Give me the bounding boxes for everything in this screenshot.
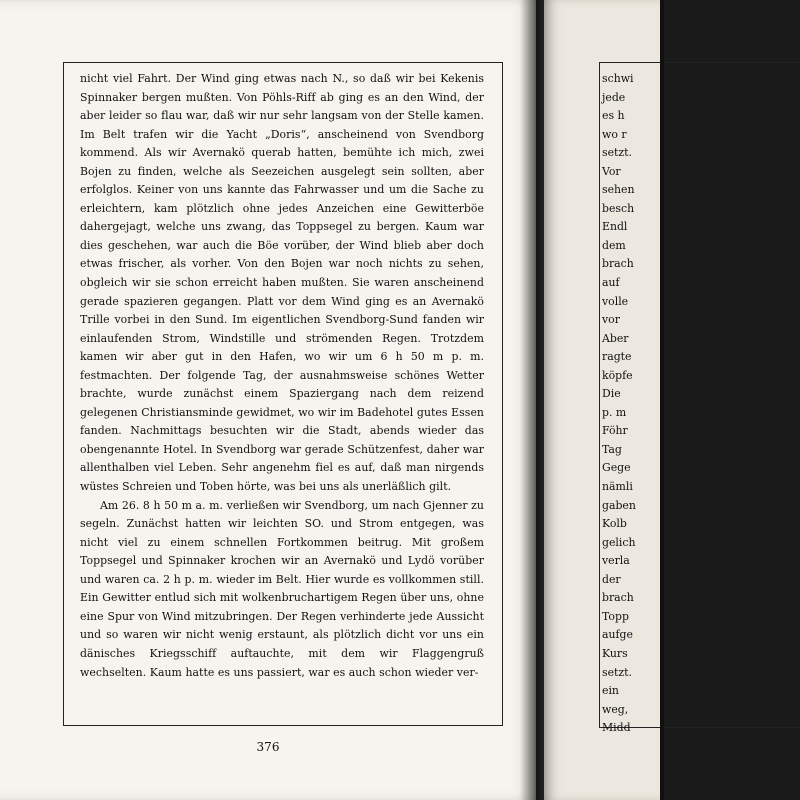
facing-page-line: setzt. (602, 665, 632, 679)
facing-page-line: wo r (602, 127, 627, 141)
facing-page-line: Die (602, 387, 621, 401)
facing-page-line: Vor (602, 164, 621, 178)
facing-page-line: es h (602, 109, 625, 123)
page-edge (660, 0, 664, 800)
facing-page-line: weg, (602, 702, 629, 716)
facing-page-line: nämli (602, 480, 633, 494)
facing-page-line: köpfe (602, 368, 633, 382)
facing-page-line: Endl (602, 220, 628, 234)
facing-page-line: Kurs (602, 646, 628, 660)
facing-page-line: gaben (602, 498, 636, 512)
facing-page-line: Tag (602, 442, 622, 456)
facing-page (544, 0, 664, 800)
facing-page-line: gelich (602, 535, 636, 549)
facing-page-line: sehen (602, 183, 635, 197)
facing-page-line: Aber (602, 331, 629, 345)
book-gutter-shadow (520, 0, 544, 800)
facing-page-line: auf (602, 276, 620, 290)
facing-page-line: setzt. (602, 146, 632, 160)
facing-page-line: schwi (602, 72, 634, 85)
facing-page-line: brach (602, 591, 634, 605)
facing-page-line: verla (602, 554, 630, 568)
facing-page-line: vor (602, 313, 620, 327)
facing-page-line: dem (602, 238, 626, 252)
facing-page-line: volle (602, 294, 629, 308)
facing-page-line: der (602, 572, 621, 586)
facing-page-line: Gege (602, 461, 631, 475)
facing-page-line: brach (602, 257, 634, 271)
facing-page-line: Kolb (602, 517, 627, 531)
facing-page-line: ragte (602, 350, 632, 364)
page-body-text (80, 70, 484, 682)
facing-page-line: jede (602, 90, 626, 104)
facing-page-line: aufge (602, 628, 633, 642)
facing-page-line: besch (602, 201, 635, 215)
page-number: 376 (256, 740, 280, 754)
paragraph-1: nicht viel Fahrt. Der Wind ging etwas nach N., so daß wir bei Kekenis Spinnaker bergen mußten. Von Pöhls-Riff ab ging es an den Wind, der aber leider so flau war, daß wir nur sehr langsam von der Stelle kamen. Im Belt trafen wir die Yacht „Doris“, anscheinend von Svendborg kommend. Als wir Avernakö querab hatten, bemühte ich mich, zwei Bojen zu finden, welche als Seezeichen ausgelegt sein sollten, aber erfolglos. Keiner von uns kannte das Fahrwasser und um die Sache zu erleichtern, kam plötzlich ohne jedes Anzeichen eine Gewitterböe dahergejagt, welche uns zwang, das Toppsegel zu bergen. Kaum war dies geschehen, war auch die Böe vorüber, der Wind blieb aber doch etwas frischer, als vorher. Von den Bojen war noch nichts zu sehen, obgleich wir sie schon erreicht haben mußten. Sie waren anscheinend gerade spazieren gegangen. Platt vor dem Wind ging es an Avernakö Trille vorbei in den Sund. Im eigentlichen Svendborg-Sund fanden wir einlaufenden Strom, Windstille und strömenden Regen. Trotzdem kamen wir aber gut in den Hafen, wo wir um 6 h 50 m p. m. festmachten. Der folgende Tag, der ausnahmsweise schönes Wetter brachte, wurde zunächst einem Spaziergang nach dem reizend gelegenen Christiansminde gewidmet, wo wir im Badehotel gutes Essen fanden. Nachmittags besuchten wir die Stadt, abends wieder das obengenannte Hotel. In Svendborg war gerade Schützenfest, daher war allenthalben viel Leben. Sehr angenehm fiel es auf, daß man nirgends wüstes Schreien und Toben hörte, was bei uns als unerläßlich gilt. (80, 72, 484, 494)
facing-page-line: ein (602, 684, 619, 698)
facing-page-line: p. m (602, 405, 627, 419)
facing-page-line: Midd (602, 721, 631, 735)
facing-page-line: Topp (602, 609, 629, 623)
facing-page-line: Föhr (602, 424, 628, 438)
paragraph-2: Am 26. 8 h 50 m a. m. verließen wir Svendborg, um nach Gjenner zu segeln. Zunächst hatten wir leichten SO. und Strom entgegen, was nicht viel zu einem schnellen Fortkommen beitrug. Mit großem Toppsegel und Spinnaker krochen wir an Avernakö und Lydö vorüber und waren ca. 2 h p. m. wieder im Belt. Hier wurde es vollkommen still. Ein Gewitter entlud sich mit wolkenbruchartigem Regen über uns, ohne eine Spur von Wind mitzubringen. Der Regen verhinderte jede Aussicht und so waren wir nicht wenig erstaunt, als plötzlich dicht vor uns ein dänisches Kriegsschiff auftauchte, mit dem wir Flaggengruß wechselten. Kaum hatte es uns passiert, war es auch schon wieder ver- (80, 498, 484, 679)
